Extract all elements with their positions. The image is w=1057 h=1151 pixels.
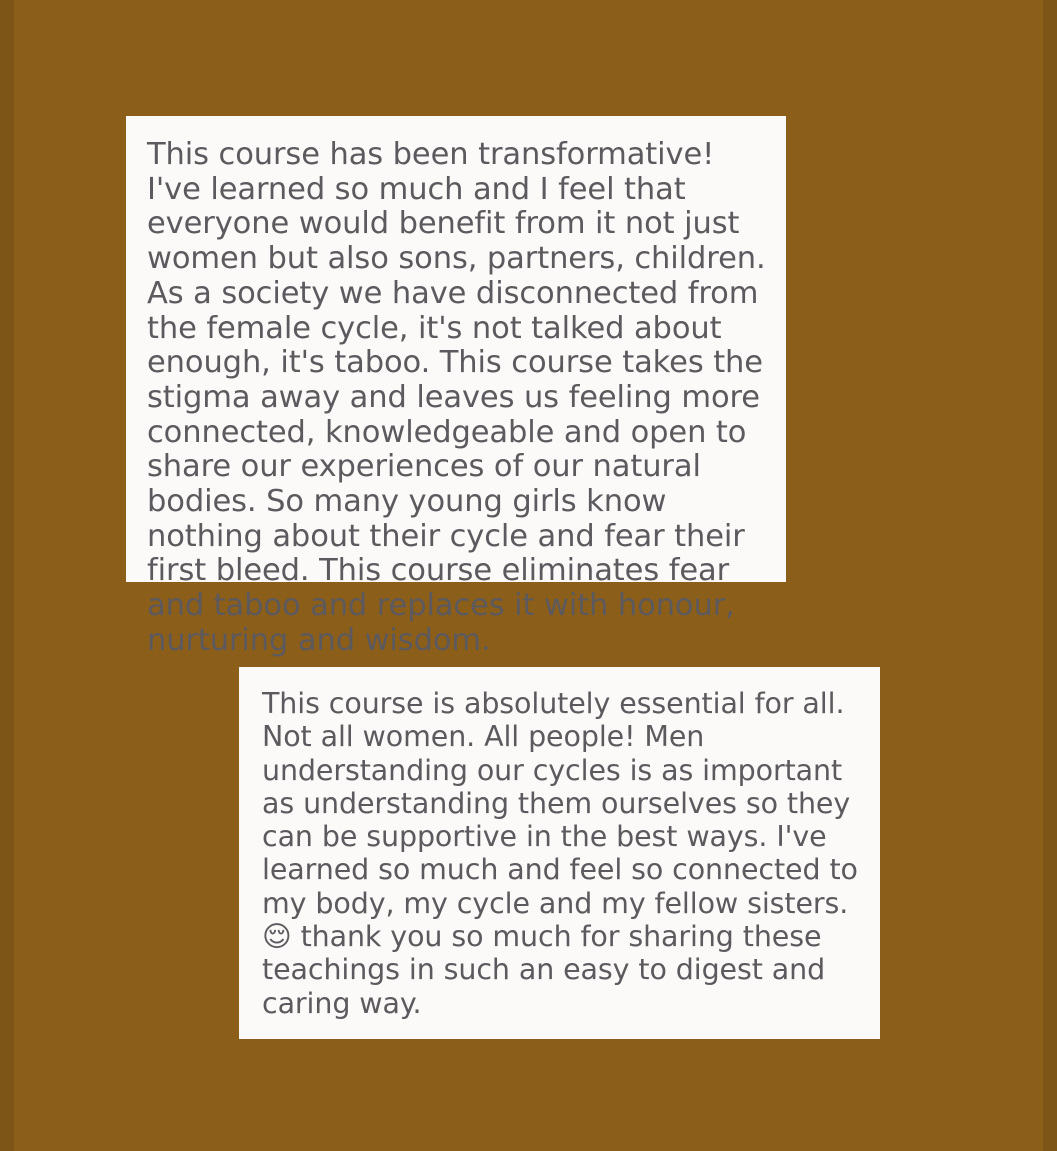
testimonial-text-1: This course has been transformative! I've learned so much and I feel that everyone would benefit from it not just women but also sons, partners, children. As a society we have disconnected from the female cycle, it's not talked about enough, it's taboo. This course takes the stigma away and leaves us feeling more connected, knowledgeable and open to share our experiences of our natural bodies. So many young girls know nothing about their cycle and fear their first bleed. This course eliminates fear and taboo and replaces it with honour, nurturing and wisdom. <box>147 137 776 658</box>
testimonial-text-2: This course is absolutely essential for all. Not all women. All people! Men understanding our cycles is as important as understanding them ourselves so they can be supportive in the best ways. I've learned so much and feel so connected to my body, my cycle and my fellow sisters. 😌 thank you so much for sharing these teachings in such an easy to digest and caring way. <box>262 687 867 1020</box>
right-edge-strip <box>1043 0 1057 1151</box>
left-edge-strip <box>0 0 14 1151</box>
testimonial-card-1 <box>126 116 786 658</box>
testimonial-card-2 <box>239 667 880 1039</box>
